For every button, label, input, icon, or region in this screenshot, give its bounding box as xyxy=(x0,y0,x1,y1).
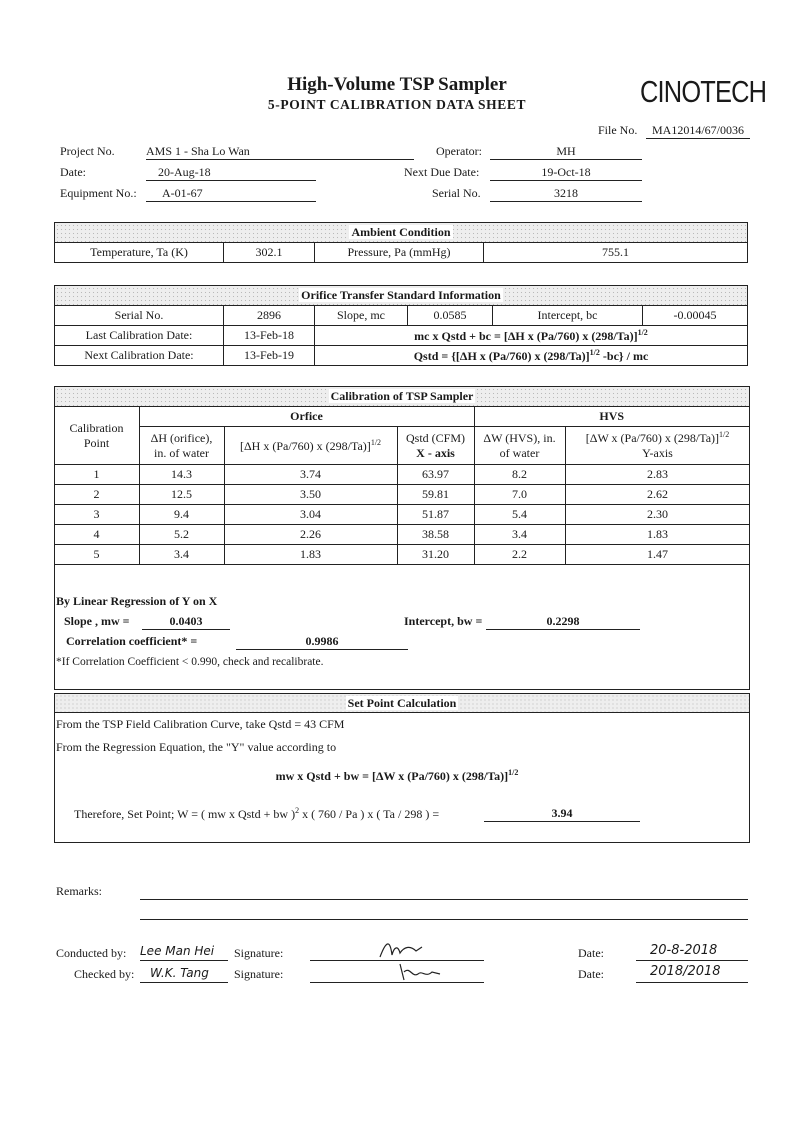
table-row xyxy=(55,525,750,545)
cell-delta-w: 7.0 xyxy=(474,485,565,505)
table-row xyxy=(55,505,750,525)
cell-delta-w-sqrt: 2.62 xyxy=(565,485,750,505)
remarks-label: Remarks: xyxy=(56,884,102,898)
orifice-slope-label: Slope, mc xyxy=(315,306,408,326)
conducted-by-label: Conducted by: xyxy=(56,946,127,960)
cell-delta-w: 2.2 xyxy=(474,545,565,565)
cell-delta-w: 5.4 xyxy=(474,505,565,525)
col-calibration-point: Calibration Point xyxy=(55,407,140,465)
cell-delta-h-sqrt: 3.50 xyxy=(224,485,397,505)
cell-qstd: 38.58 xyxy=(397,525,474,545)
orifice-heading: Orifice Transfer Standard Information xyxy=(55,286,748,306)
pressure-label: Pressure, Pa (mmHg) xyxy=(315,243,484,263)
serial-no-label: Serial No. xyxy=(432,186,481,200)
file-no-label: File No. xyxy=(598,123,638,137)
checked-date-value: 2018/2018 xyxy=(650,964,721,979)
cell-delta-h-sqrt: 3.04 xyxy=(224,505,397,525)
setpoint-therefore: Therefore, Set Point; W = ( mw x Qstd + bw )$^2$ x ( 760 / Pa ) x ( Ta / 298 ) = xyxy=(74,806,440,821)
correlation-note: *If Correlation Coefficient < 0.990, check and recalibrate. xyxy=(56,656,324,668)
checked-by-name: W.K. Tang xyxy=(150,966,209,980)
ambient-heading: Ambient Condition xyxy=(55,223,748,243)
sheet-title: High-Volume TSP Sampler xyxy=(287,74,507,95)
next-due-label: Next Due Date: xyxy=(404,165,480,179)
operator-label: Operator: xyxy=(436,144,482,158)
orifice-equation-2: Qstd = {[ΔH x (Pa/760) x (298/Ta)]$^{1/2}$ -bc} / mc xyxy=(315,346,748,366)
date-value: 20-Aug-18 xyxy=(146,165,316,181)
orifice-serial-label: Serial No. xyxy=(55,306,224,326)
cell-delta-h: 9.4 xyxy=(139,505,224,525)
cell-point: 1 xyxy=(55,465,140,485)
cell-delta-w: 8.2 xyxy=(474,465,565,485)
checked-signature-line xyxy=(310,982,484,983)
cell-delta-w-sqrt: 1.83 xyxy=(565,525,750,545)
company-logo: CINOTECH xyxy=(640,74,767,109)
orifice-info-table xyxy=(54,285,748,366)
calibration-table xyxy=(54,386,750,565)
cell-point: 4 xyxy=(55,525,140,545)
pressure-value: 755.1 xyxy=(484,243,748,263)
equipment-no-label: Equipment No.: xyxy=(60,186,137,200)
checked-signature-image xyxy=(396,960,446,982)
col-qstd: Qstd (CFM) X - axis xyxy=(397,427,474,465)
next-calibration-value: 13-Feb-19 xyxy=(224,346,315,366)
setpoint-equation: mw x Qstd + bw = [ΔW x (Pa/760) x (298/Ta)]$^{1/2}$ xyxy=(275,768,519,783)
table-row xyxy=(55,465,750,485)
group-hvs: HVS xyxy=(474,407,750,427)
orifice-serial-value: 2896 xyxy=(224,306,315,326)
orifice-slope-value: 0.0585 xyxy=(408,306,493,326)
date-label: Date: xyxy=(60,165,86,179)
temperature-label: Temperature, Ta (K) xyxy=(55,243,224,263)
table-row xyxy=(55,485,750,505)
regression-slope-value: 0.0403 xyxy=(142,614,230,630)
serial-no-value: 3218 xyxy=(490,186,642,202)
conducted-date-label: Date: xyxy=(578,946,604,960)
sheet-subtitle: 5-POINT CALIBRATION DATA SHEET xyxy=(267,97,527,112)
file-no-value: MA12014/67/0036 xyxy=(646,123,750,139)
cell-delta-w-sqrt: 2.83 xyxy=(565,465,750,485)
ambient-condition-table xyxy=(54,222,748,263)
col-delta-w-sqrt: [ΔW x (Pa/760) x (298/Ta)]$^{1/2}$ Y-axis xyxy=(565,427,750,465)
temperature-value: 302.1 xyxy=(224,243,315,263)
correlation-value: 0.9986 xyxy=(236,634,408,650)
last-calibration-label: Last Calibration Date: xyxy=(55,326,224,346)
group-orifice: Orfice xyxy=(139,407,474,427)
orifice-intercept-value: -0.00045 xyxy=(673,308,717,322)
cell-point: 2 xyxy=(55,485,140,505)
correlation-label: Correlation coefficient* = xyxy=(66,634,198,648)
setpoint-line-2: From the Regression Equation, the "Y" value according to xyxy=(56,740,337,754)
col-delta-h-sqrt: [ΔH x (Pa/760) x (298/Ta)]$^{1/2}$ xyxy=(224,427,397,465)
cell-delta-w-sqrt: 1.47 xyxy=(565,545,750,565)
conducted-date-value: 20-8-2018 xyxy=(650,943,718,958)
regression-heading: By Linear Regression of Y on X xyxy=(56,594,218,608)
cell-point: 5 xyxy=(55,545,140,565)
cell-point: 3 xyxy=(55,505,140,525)
cell-delta-h-sqrt: 1.83 xyxy=(224,545,397,565)
regression-intercept-value: 0.2298 xyxy=(486,614,640,630)
cell-delta-h-sqrt: 2.26 xyxy=(224,525,397,545)
cell-delta-h: 14.3 xyxy=(139,465,224,485)
remarks-line-1 xyxy=(140,899,748,900)
setpoint-result: 3.94 xyxy=(484,806,640,822)
checked-date-label: Date: xyxy=(578,967,604,981)
cell-qstd: 51.87 xyxy=(397,505,474,525)
last-calibration-value: 13-Feb-18 xyxy=(224,326,315,346)
calibration-heading: Calibration of TSP Sampler xyxy=(55,387,750,407)
conducted-signature-label: Signature: xyxy=(234,946,284,960)
checked-by-label: Checked by: xyxy=(74,967,135,981)
conducted-by-name: Lee Man Hei xyxy=(140,944,215,958)
orifice-equation-1: mc x Qstd + bc = [ΔH x (Pa/760) x (298/Ta)]$^{1/2}$ xyxy=(315,326,748,346)
setpoint-heading: Set Point Calculation xyxy=(55,694,749,713)
col-delta-w: ΔW (HVS), in. of water xyxy=(474,427,565,465)
cell-delta-w: 3.4 xyxy=(474,525,565,545)
table-row xyxy=(55,545,750,565)
cell-delta-h: 12.5 xyxy=(139,485,224,505)
cell-delta-h-sqrt: 3.74 xyxy=(224,465,397,485)
regression-intercept-label: Intercept, bw = xyxy=(404,614,483,628)
remarks-line-2 xyxy=(140,919,748,920)
cell-qstd: 63.97 xyxy=(397,465,474,485)
checked-signature-label: Signature: xyxy=(234,967,284,981)
cell-delta-h: 5.2 xyxy=(139,525,224,545)
cell-qstd: 31.20 xyxy=(397,545,474,565)
conducted-signature-image xyxy=(376,937,436,961)
operator-value: MH xyxy=(490,144,642,160)
setpoint-line-1: From the TSP Field Calibration Curve, take Qstd = 43 CFM xyxy=(56,717,345,731)
equipment-no-value: A-01-67 xyxy=(146,186,316,202)
regression-slope-label: Slope , mw = xyxy=(64,614,130,628)
project-no-value: AMS 1 - Sha Lo Wan xyxy=(146,144,414,160)
col-delta-h: ΔH (orifice), in. of water xyxy=(139,427,224,465)
cell-delta-w-sqrt: 2.30 xyxy=(565,505,750,525)
next-calibration-label: Next Calibration Date: xyxy=(55,346,224,366)
next-due-value: 19-Oct-18 xyxy=(490,165,642,181)
orifice-intercept-label: Intercept, bc xyxy=(493,306,643,325)
cell-qstd: 59.81 xyxy=(397,485,474,505)
project-no-label: Project No. xyxy=(60,144,115,158)
cell-delta-h: 3.4 xyxy=(139,545,224,565)
